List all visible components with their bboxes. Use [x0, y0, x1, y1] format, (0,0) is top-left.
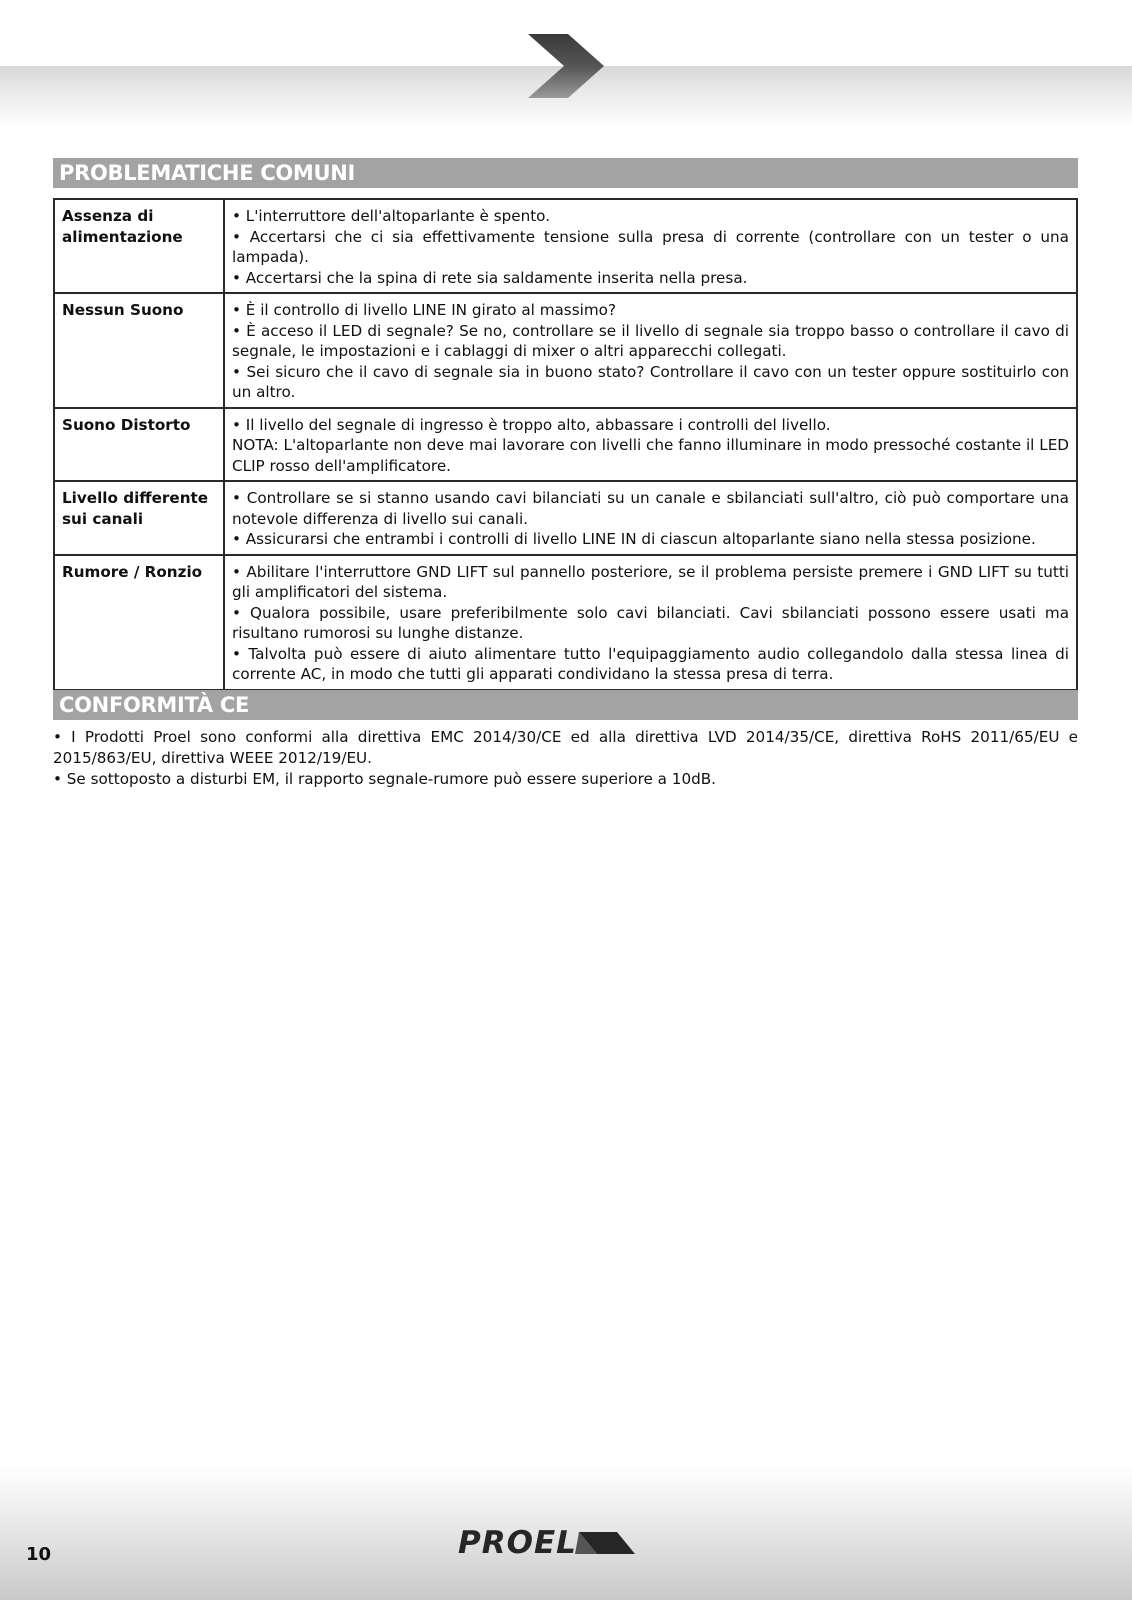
problem-issue: Assenza di alimentazione [54, 199, 224, 293]
problem-issue: Rumore / Ronzio [54, 555, 224, 690]
problem-solutions [224, 293, 1077, 408]
section-title-ce: CONFORMITÀ CE [53, 690, 1078, 720]
proel-logo [458, 1525, 637, 1561]
table-row [54, 481, 1077, 555]
ce-paragraph: • Se sottoposto a disturbi EM, il rapporto segnale-rumore può essere superiore a 10dB. [53, 770, 717, 788]
problem-issue: Suono Distorto [54, 408, 224, 482]
problem-issue: Nessun Suono [54, 293, 224, 408]
table-row [54, 199, 1077, 293]
problem-solutions [224, 481, 1077, 555]
section-title-problems: PROBLEMATICHE COMUNI [53, 158, 1078, 188]
problem-solutions [224, 199, 1077, 293]
ce-conformity-text [53, 727, 1078, 790]
solution-line: • Qualora possibile, usare preferibilmente solo cavi bilanciati. Cavi sbilanciati possono essere usati ma risultano rumorosi su lunghe distanze. [232, 603, 1069, 642]
problem-solutions [224, 555, 1077, 690]
solution-line: • Controllare se si stanno usando cavi bilanciati su un canale e sbilanciati sull'altro, ciò può comportare una notevole differenza di livello sui canali. [232, 489, 1069, 528]
table-row [54, 408, 1077, 482]
ce-paragraph: • I Prodotti Proel sono conformi alla direttiva EMC 2014/30/CE ed alla direttiva LVD 2014/35/CE, direttiva RoHS 2011/65/EU e 2015/863/EU, direttiva WEEE 2012/19/EU. [53, 728, 1078, 767]
solution-line: • Talvolta può essere di aiuto alimentare tutto l'equipaggiamento audio collegandolo dalla stessa linea di corrente AC, in modo che tutti gli apparati condividano la stessa presa di terra. [232, 644, 1069, 683]
solution-line: • È il controllo di livello LINE IN girato al massimo? [232, 301, 617, 319]
solution-line: NOTA: L'altoparlante non deve mai lavorare con livelli che fanno illuminare in modo pressoché costante il LED CLIP rosso dell'amplificatore. [232, 436, 1069, 475]
solution-line: • L'interruttore dell'altoparlante è spento. [232, 207, 551, 225]
chevron-right-icon [528, 34, 604, 98]
solution-line: • Abilitare l'interruttore GND LIFT sul pannello posteriore, se il problema persiste premere i GND LIFT su tutti gli amplificatori del sistema. [232, 562, 1069, 601]
logo-mark-icon [573, 1530, 637, 1556]
problem-solutions [224, 408, 1077, 482]
solution-line: • È acceso il LED di segnale? Se no, controllare se il livello di segnale sia troppo basso o controllare il cavo di segnale, le impostazioni e i cablaggi di mixer o altri apparecchi collegati. [232, 321, 1069, 360]
table-row [54, 555, 1077, 690]
problem-issue: Livello differente sui canali [54, 481, 224, 555]
table-row [54, 293, 1077, 408]
solution-line: • Accertarsi che la spina di rete sia saldamente inserita nella presa. [232, 268, 748, 287]
solution-line: • Accertarsi che ci sia effettivamente tensione sulla presa di corrente (controllare con un tester o una lampada). [232, 227, 1069, 266]
page-number: 10 [26, 1544, 52, 1565]
solution-line: • Sei sicuro che il cavo di segnale sia in buono stato? Controllare il cavo con un tester oppure sostituirlo con un altro. [232, 362, 1069, 401]
solution-line: • Assicurarsi che entrambi i controlli di livello LINE IN di ciascun altoparlante siano nella stessa posizione. [232, 530, 1036, 548]
logo-text: PROEL [458, 1525, 577, 1561]
troubleshooting-table [53, 198, 1078, 691]
solution-line: • Il livello del segnale di ingresso è troppo alto, abbassare i controlli del livello. [232, 415, 831, 434]
